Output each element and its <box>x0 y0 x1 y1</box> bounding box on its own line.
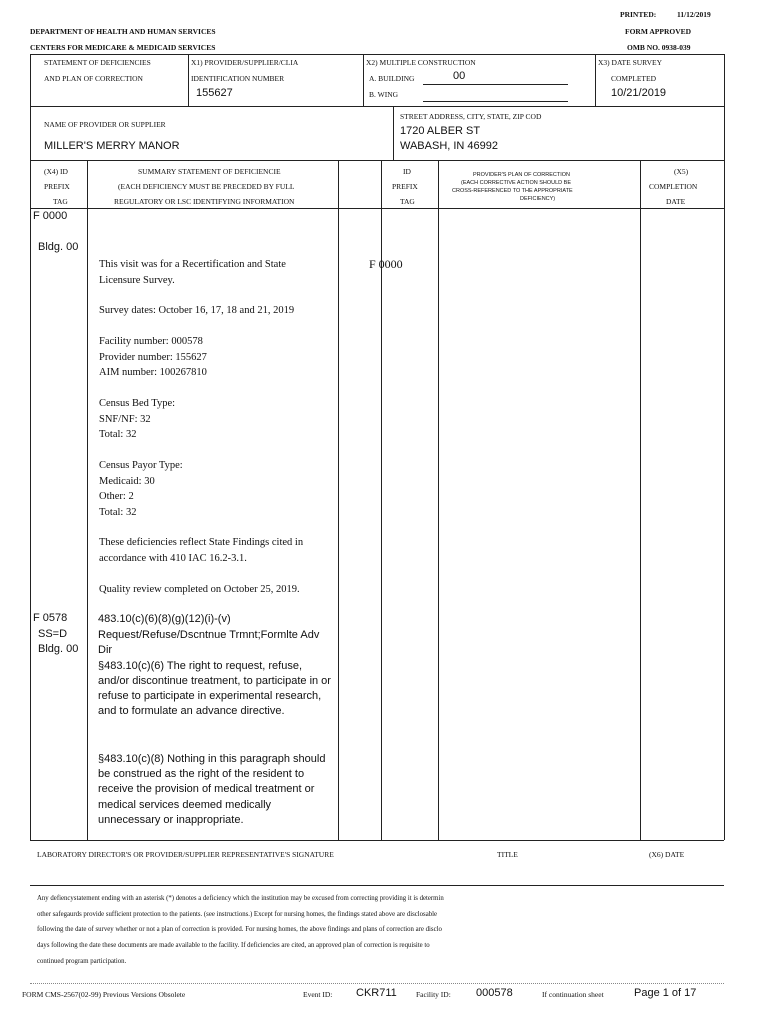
summary-line: Total: 32 <box>99 429 137 440</box>
summary-line: Provider number: 155627 <box>99 351 207 363</box>
summary-paragraph: Survey dates: October 16, 17, 18 and 21, 2019 <box>99 305 295 316</box>
plan-header-line1: PROVIDER'S PLAN OF CORRECTION <box>473 172 571 178</box>
scope-severity: SS=D <box>38 628 68 640</box>
wing-label: B. WING <box>369 90 399 99</box>
disclaimer-line: other safegaurds provide sufficient protection to the patients. (see instructions.) Except for nursing homes, the findings stated above are disclosable <box>37 911 438 918</box>
printed-label: PRINTED: <box>620 10 657 19</box>
form-number: FORM CMS-2567(02-99) Previous Versions Obsolete <box>22 990 186 999</box>
building-value: 00 <box>453 70 466 82</box>
summary-paragraph: These deficiencies reflect State Findings cited in accordance with 410 IAC 16.2-3.1. <box>99 537 304 564</box>
id-header-line2: PREFIX <box>392 182 418 191</box>
plan-header-line2: (EACH CORRECTIVE ACTION SHOULD BE <box>461 180 572 186</box>
summary-paragraph: Quality review completed on October 25, 2019. <box>99 584 300 595</box>
x4-header-line3: TAG <box>53 197 68 206</box>
provider-name-label: NAME OF PROVIDER OR SUPPLIER <box>44 120 166 129</box>
regulation-paragraph: §483.10(c)(8) Nothing in this paragraph should be construed as the right of the resident to receive the provision of medical treatment or medical services deemed medically unnecessary or inappropriate. <box>98 753 326 826</box>
prefix-tag-f0000: F 0000 <box>33 210 68 222</box>
provider-name: MILLER'S MERRY MANOR <box>44 140 180 152</box>
signature-label: LABORATORY DIRECTOR'S OR PROVIDER/SUPPLIER REPRESENTATIVE'S SIGNATURE <box>37 850 334 859</box>
id-header-line3: TAG <box>400 197 415 206</box>
summary-line: Medicaid: 30 <box>99 475 155 487</box>
regulation-title: Request/Refuse/Dscntnue Trmnt;Formlte Adv Dir <box>98 628 320 656</box>
summary-header-line1: SUMMARY STATEMENT OF DEFICIENCIE <box>138 167 281 176</box>
summary-line: Total: 32 <box>99 506 137 518</box>
id-prefix-tag-f0000: F 0000 <box>369 257 403 271</box>
printed-date: 11/12/2019 <box>677 10 711 19</box>
event-id: CKR711 <box>356 987 397 999</box>
street-address: 1720 ALBER ST <box>400 125 481 137</box>
x4-header-line1: (X4) ID <box>44 167 68 176</box>
summary-line: Facility number: 000578 <box>99 336 203 347</box>
disclaimer-line: Any defiencystatement ending with an asterisk (*) denotes a deficiency which the institution may be excused from correcting providing it is determin <box>37 895 444 902</box>
x3-label-line1: X3) DATE SURVEY <box>598 58 662 67</box>
x4-header-line2: PREFIX <box>44 182 70 191</box>
address-label: STREET ADDRESS, CITY, STATE, ZIP COD <box>400 112 542 121</box>
disclaimer-line: continued program participation. <box>37 958 127 965</box>
cms-title: CENTERS FOR MEDICARE & MEDICAID SERVICES <box>30 43 216 52</box>
x5-header-line2: COMPLETION <box>649 182 698 191</box>
summary-line: Other: 2 <box>99 491 134 502</box>
id-header-line1: ID <box>403 167 411 176</box>
date-completed: 10/21/2019 <box>611 87 667 99</box>
event-id-label: Event ID: <box>303 990 333 999</box>
summary-line: Census Bed Type: <box>99 398 176 409</box>
summary-paragraph: This visit was for a Recertification and State Licensure Survey. <box>99 259 286 286</box>
form-approved: FORM APPROVED <box>625 27 692 36</box>
city-state-zip: WABASH, IN 46992 <box>400 140 499 152</box>
department-title: DEPARTMENT OF HEALTH AND HUMAN SERVICES <box>30 27 216 36</box>
regulation-code: 483.10(c)(6)(8)(g)(12)(i)-(v) <box>98 613 231 625</box>
provider-number: 155627 <box>196 87 233 99</box>
title-label: TITLE <box>497 850 518 859</box>
prefix-tag-f0578: F 0578 <box>33 612 68 624</box>
summary-line: SNF/NF: 32 <box>99 413 151 425</box>
x1-label-line2: IDENTIFICATION NUMBER <box>191 74 285 83</box>
plan-header-line3: CROSS-REFERENCED TO THE APPROPRIATE <box>452 188 573 194</box>
x5-header-line1: (X5) <box>674 167 689 176</box>
date-label: (X6) DATE <box>649 850 685 859</box>
building-tag: Bldg. 00 <box>38 643 79 655</box>
regulation-paragraph: §483.10(c)(6) The right to request, refuse, and/or discontinue treatment, to participate in or refuse to participate in experimental research, and to formulate an advance directive. <box>98 659 331 718</box>
facility-id-label: Facility ID: <box>416 990 451 999</box>
x5-header-line3: DATE <box>666 197 686 206</box>
x2-label: X2) MULTIPLE CONSTRUCTION <box>366 58 476 67</box>
statement-label-line1: STATEMENT OF DEFICIENCIES <box>44 58 151 67</box>
summary-line: Census Payor Type: <box>99 460 183 471</box>
statement-label-line2: AND PLAN OF CORRECTION <box>44 74 143 83</box>
page-number: Page 1 of 17 <box>634 987 697 999</box>
summary-header-line2: (EACH DEFICIENCY MUST BE PRECEDED BY FULL <box>118 182 295 191</box>
x1-label-line1: X1) PROVIDER/SUPPLIER/CLIA <box>191 58 299 67</box>
building-label: A. BUILDING <box>369 74 415 83</box>
summary-line: AIM number: 100267810 <box>99 367 207 378</box>
continuation-label: If continuation sheet <box>542 990 604 999</box>
plan-header-line4: DEFICIENCY) <box>520 196 556 202</box>
disclaimer-line: days following the date these documents are made available to the facility. If deficiencies are cited, an approved plan of correction is requisite to <box>37 942 430 949</box>
summary-header-line3: REGULATORY OR LSC IDENTIFYING INFORMATION <box>114 197 295 206</box>
disclaimer-line: following the date of survey whether or not a plan of correction is provided. For nursing homes, the above findings and plans of correction are disclo <box>37 926 442 933</box>
facility-id: 000578 <box>476 987 513 999</box>
omb-number: OMB NO. 0938-039 <box>627 43 691 52</box>
x3-label-line2: COMPLETED <box>611 74 656 83</box>
building-tag: Bldg. 00 <box>38 241 79 253</box>
